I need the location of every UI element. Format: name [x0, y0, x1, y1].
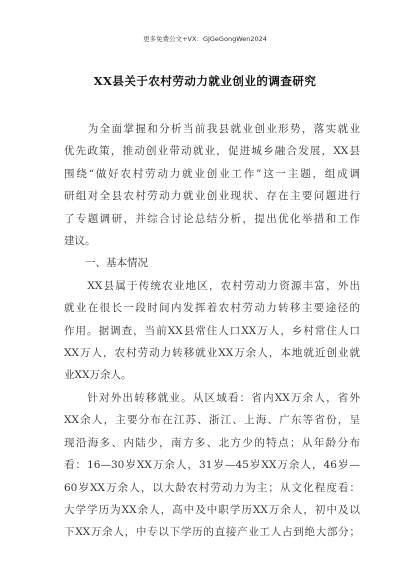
text-line: 建议。 — [64, 235, 96, 248]
text-line: 优先政策，推动创业带动就业，促进城乡融合发展，XX县 — [64, 145, 360, 158]
paragraph-basic-info — [64, 275, 360, 387]
text-line: 就业在很长一段时间内发挥着农村劳动力转移主要途径的 — [64, 302, 360, 315]
section-heading — [64, 252, 360, 274]
document-body — [64, 118, 360, 544]
text-line: 60岁XX万余人，以大龄农村劳动力为主；从文化程度看： — [64, 481, 360, 494]
text-line: 作用。据调查，当前XX县常住人口XX万人，乡村常住人口 — [64, 324, 360, 337]
text-line: 为全面掌握和分析当前我县就业创业形势，落实就业 — [64, 123, 360, 135]
text-line: 一、基本情况 — [64, 257, 148, 270]
text-line: 现沿海多、内陆少，南方多、北方少的特点；从年龄分布 — [64, 436, 360, 449]
text-line: 下XX万余人，中专以下学历的直接产业工人占到绝大部分； — [64, 526, 360, 539]
text-line: 了专题调研，并综合讨论总结分析，提出优化举措和工作 — [64, 212, 360, 225]
text-line: XX万人，农村劳动力转移就业XX万余人，本地就近创业就 — [64, 347, 360, 360]
text-line: 看：16—30岁XX万余人，31岁—45岁XX万余人，46岁— — [64, 459, 360, 472]
paragraph-intro — [64, 118, 360, 252]
text-line: 研组对全县农村劳动力就业创业现状、存在主要问题进行 — [64, 190, 360, 203]
text-line: XX县属于传统农业地区，农村劳动力资源丰富，外出 — [64, 279, 360, 292]
text-line: 针对外出转移就业。从区域看：省内XX万余人，省外 — [64, 391, 360, 404]
text-line: XX余人，主要分布在江苏、浙江、上海、广东等省份，呈 — [64, 414, 360, 427]
text-line: 大学学历为XX余人，高中及中职学历XX万余人，初中及以 — [64, 503, 360, 516]
paragraph-migration — [64, 387, 360, 544]
document-title: XX县关于农村劳动力就业创业的调查研究 — [93, 74, 317, 88]
text-line: 围绕“做好农村劳动力就业创业工作”这一主题，组成调 — [64, 167, 360, 180]
text-line: 业XX万余人。 — [64, 369, 132, 382]
header-note: 更多免费公文+VX：GJGeGongWen2024 — [143, 35, 267, 43]
